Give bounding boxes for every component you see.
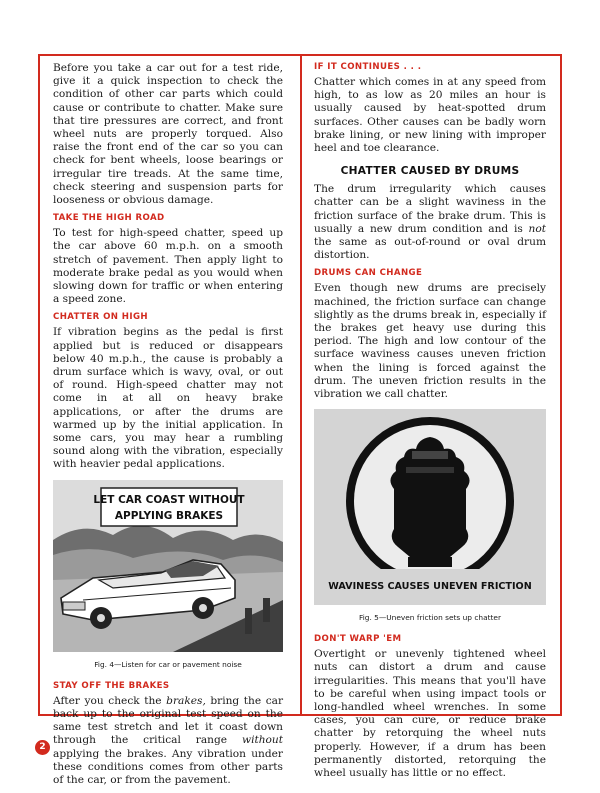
left-column [53,62,283,793]
sign-line-2: APPLYING BRAKES [114,509,224,522]
heading-take-the-high-road: TAKE THE HIGH ROAD [53,213,165,224]
right-column [314,62,546,786]
high-road-paragraph: To test for high-speed chatter, speed up the car above 60 m.p.h. on a smooth stretch of pavement. Then apply light to moderate brake pedal as you would when slowing down for traffic or when entering a speed zone. [53,227,283,306]
road-sign [93,488,245,526]
continues-paragraph: Chatter which comes in at any speed from high, to as low as 20 miles an hour is usually caused by heat-spotted drum surfaces. Other causes can be badly worn brake lining, or new lining with improper heel and toe clearance. [314,76,546,155]
heading-drums-can-change: DRUMS CAN CHANGE [314,268,423,279]
stay-off-paragraph: After you check the brakes, bring the car back up to the original test speed on the same test stretch and let it coast down through the critical range without applying the brakes. Any vibration under these conditions comes from other parts of the car, or from the pavement. [53,694,284,786]
heading-stay-off-the-brakes: STAY OFF THE BRAKES [53,680,170,691]
drums-change-paragraph: Even though new drums are precisely machined, the friction surface can change slightly as the drums break in, especially if the brakes get heavy use during this period. The high and low contour of the surface waviness causes uneven friction when the lining is forced against the drum. The uneven friction results in the vibration we call chatter. [314,282,546,401]
chatter-high-paragraph: If vibration begins as the pedal is first applied but is reduced or disappears below 40 m.p.h., the cause is probably a drum surface which is wavy, oval, or out of round. High-speed chatter may not come in at all on heavy brake applications, or after the drums are warmed up by the initial application. In some cars, you may hear a rumbling sound along with the vibration, especially with heavier pedal applications. [53,326,283,471]
sign-line-1: LET CAR COAST WITHOUT [93,493,245,506]
figure-5-label: WAVINESS CAUSES UNEVEN FRICTION [328,581,532,593]
column-divider [300,54,302,716]
figure-4-caption: Fig. 4—Listen for car or pavement noise [94,659,242,669]
figure-5 [314,409,546,609]
car-coasting-illustration [53,480,283,652]
drums-paragraph: The drum irregularity which causes chatter can be a slight waviness in the friction surface of the brake drum. This is usually a new drum condition and is not the same as out-of-round or oval drum distortion. [314,183,546,262]
dont-warp-paragraph: Overtight or unevenly tightened wheel nuts can distort a drum and cause irregularities. This means that you'll have to be careful when using impact tools or long-handled wheel wrenches. In some cases, you can cure, or reduce brake chatter by retorquing the wheel nuts properly. However, if a drum has been permanently distorted, retorquing the wheel usually has little or no effect. [314,648,546,780]
heading-chatter-on-high: CHATTER ON HIGH [53,312,149,323]
heading-chatter-caused-by-drums: CHATTER CAUSED BY DRUMS [340,165,520,178]
brake-drum-illustration [314,409,546,605]
figure-4 [53,480,283,656]
figure-5-caption: Fig. 5—Uneven friction sets up chatter [359,613,501,623]
heading-dont-warp-em: DON'T WARP 'EM [314,634,402,645]
heading-if-it-continues: IF IT CONTINUES . . . [314,62,422,72]
intro-paragraph: Before you take a car out for a test ride, give it a quick inspection to check the condition of other car parts which could cause or contribute to chatter. Make sure that tire pressures are correct, and front wheel nuts are properly torqued. Also raise the front end of the car so you can check for bent wheels, loose bearings or irregular tire treads. At the same time, check steering and suspension parts for looseness or obvious damage. [53,62,283,207]
page-number-badge: 2 [35,740,50,755]
